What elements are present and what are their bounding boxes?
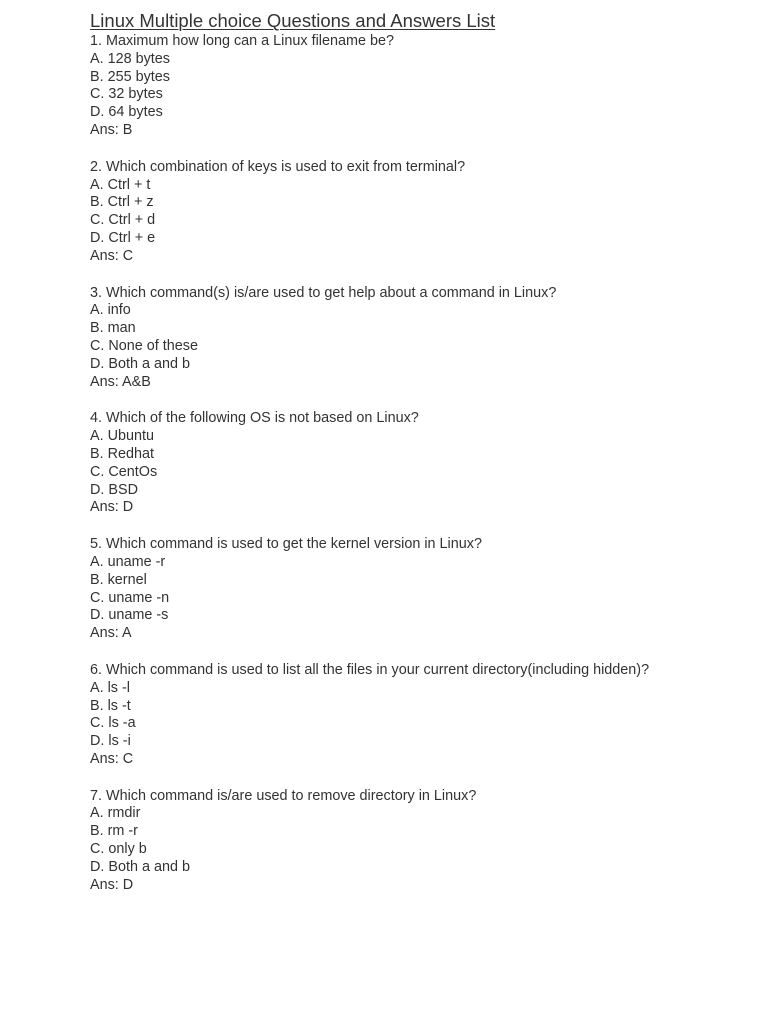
question-text: 6. Which command is used to list all the files in your current directory(including hidden)? — [90, 661, 650, 678]
question-block-6 — [90, 662, 750, 769]
option-c: C. CentOs — [90, 463, 158, 480]
answer-text: Ans: D — [90, 876, 134, 893]
question-block-2 — [90, 159, 750, 266]
answer-text: Ans: C — [90, 247, 134, 264]
option-c: C. ls -a — [90, 715, 136, 732]
option-d: D. Both a and b — [90, 355, 191, 372]
document-title: Linux Multiple choice Questions and Answers List — [90, 10, 496, 31]
option-b: B. Ctrl + z — [90, 194, 154, 211]
option-c: C. 32 bytes — [90, 86, 163, 103]
question-block-5 — [90, 536, 750, 643]
question-text: 5. Which command is used to get the kernel version in Linux? — [90, 536, 482, 553]
option-c: C. Ctrl + d — [90, 212, 156, 229]
option-d: D. ls -i — [90, 733, 131, 750]
answer-text: Ans: D — [90, 499, 134, 516]
answer-text: Ans: B — [90, 121, 133, 138]
option-b: B. 255 bytes — [90, 68, 170, 85]
option-d: D. BSD — [90, 481, 138, 498]
option-a: A. rmdir — [90, 805, 141, 822]
document-page — [90, 10, 750, 894]
option-c: C. only b — [90, 841, 147, 858]
option-d: D. 64 bytes — [90, 104, 163, 121]
question-block-3 — [90, 285, 750, 392]
question-block-4 — [90, 410, 750, 517]
option-d: D. uname -s — [90, 607, 169, 624]
option-b: B. kernel — [90, 571, 147, 588]
option-c: C. None of these — [90, 337, 198, 354]
option-a: A. info — [90, 302, 131, 319]
question-text: 3. Which command(s) is/are used to get help about a command in Linux? — [90, 284, 557, 301]
option-a: A. Ubuntu — [90, 428, 154, 445]
option-a: A. 128 bytes — [90, 50, 170, 67]
question-text: 2. Which combination of keys is used to exit from terminal? — [90, 158, 466, 175]
option-d: D. Both a and b — [90, 858, 191, 875]
option-b: B. ls -t — [90, 697, 131, 714]
question-text: 1. Maximum how long can a Linux filename be? — [90, 33, 394, 49]
answer-text: Ans: C — [90, 750, 134, 767]
option-b: B. Redhat — [90, 445, 154, 462]
question-block-1 — [90, 33, 750, 140]
answer-text: Ans: A — [90, 625, 132, 642]
option-b: B. rm -r — [90, 823, 138, 840]
option-a: A. uname -r — [90, 553, 166, 570]
option-c: C. uname -n — [90, 589, 170, 606]
answer-text: Ans: A&B — [90, 373, 151, 390]
option-d: D. Ctrl + e — [90, 229, 156, 246]
option-a: A. ls -l — [90, 679, 130, 696]
question-block-7 — [90, 788, 750, 895]
question-text: 4. Which of the following OS is not based on Linux? — [90, 410, 419, 427]
question-text: 7. Which command is/are used to remove directory in Linux? — [90, 787, 477, 804]
option-b: B. man — [90, 320, 136, 337]
option-a: A. Ctrl + t — [90, 176, 151, 193]
